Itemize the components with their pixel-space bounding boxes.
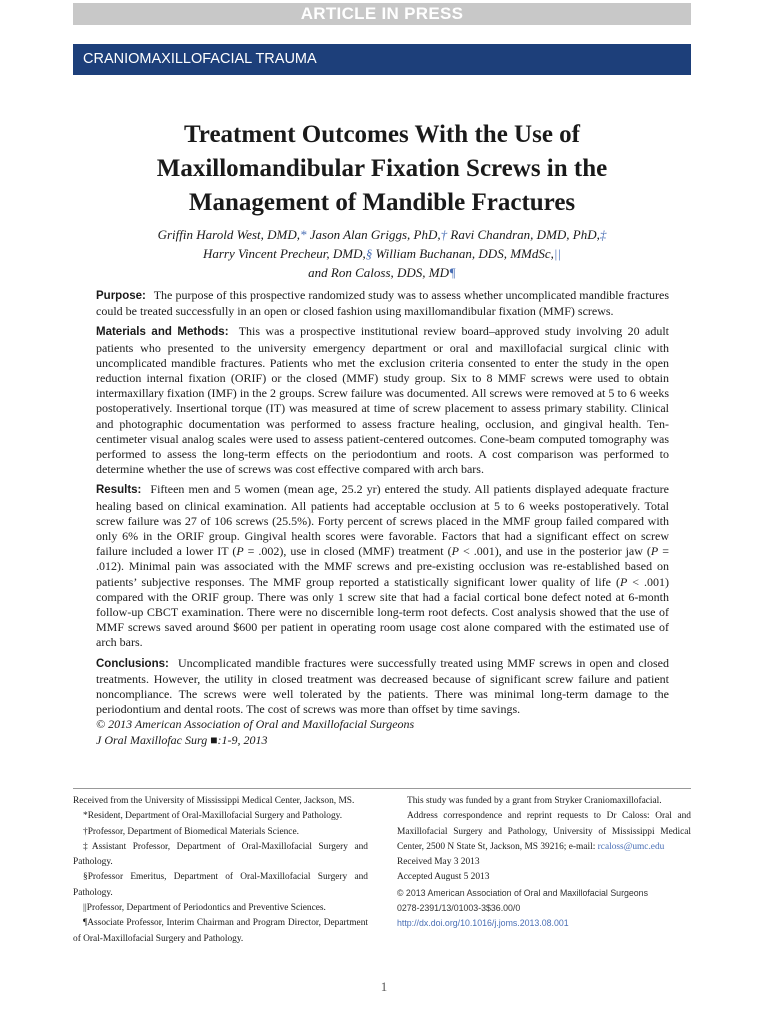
author-line-2 <box>73 244 691 263</box>
footnote-divider <box>73 788 691 789</box>
results-text: = .002), use in closed (MMF) treatment ( <box>243 544 452 559</box>
footnote-item: ‡Assistant Professor, Department of Oral-Maxillofacial Surgery and Pathology. <box>73 841 368 868</box>
footnotes-article-info <box>397 794 691 932</box>
author-name: Jason Alan Griggs, PhD, <box>309 227 441 242</box>
author-name: Griffin Harold West, DMD, <box>157 227 301 242</box>
footnote-item: †Professor, Department of Biomedical Materials Science. <box>83 826 299 837</box>
p-value-symbol: P <box>650 544 659 559</box>
author-affiliation-link[interactable]: ‡ <box>599 227 607 242</box>
issn-note: 0278-2391/13/01003-3$36.00/0 <box>397 903 521 914</box>
author-line-1 <box>73 225 691 244</box>
footnote-item: ¶Associate Professor, Interim Chairman and Program Director, Department of Oral-Maxillofacial Surgery and Pathology. <box>73 918 368 944</box>
author-name: Harry Vincent Precheur, DMD, <box>202 246 366 261</box>
conclusions-label: Conclusions: <box>96 657 169 670</box>
purpose-label: Purpose: <box>96 290 146 302</box>
results-text: < .001) compared with the ORIF group. There was only 1 screw site that had a facial cortical bone defect noted at 6-month follow-up CBCT examination. There were no discernible long-term root defects. Cost analysis showed that the use of MMF screws saved around $600 per patient in operating room usage cost alone compared with the estimated use of arch bars. <box>96 574 670 650</box>
title-line-3: Management of Mandible Fractures <box>188 189 576 216</box>
author-name: and Ron Caloss, DDS, MD <box>308 265 450 280</box>
footnote-item: ||Professor, Department of Periodontics and Preventive Sciences. <box>83 903 326 914</box>
author-list <box>73 225 691 282</box>
footnote-item: Received from the University of Mississippi Medical Center, Jackson, MS. <box>73 796 355 806</box>
conclusions-text: Uncomplicated mandible fractures were successfully treated using MMF screws in open and closed treatments. However, the utility in closed treatment was decreased because of significant screw failure and patient noncompliance. The screws were well tolerated by the patients. There was minimal long-term damage to the periodontium and dental roots. The cost of screws was more than offset by time savings. <box>96 655 670 717</box>
correspondence-note <box>397 809 691 855</box>
section-header: CRANIOMAXILLOFACIAL TRAUMA <box>73 44 691 75</box>
title-line-2: Maxillomandibular Fixation Screws in the <box>156 155 608 182</box>
p-value-symbol: P <box>236 544 244 559</box>
abstract-methods <box>96 324 669 477</box>
author-affiliation-link[interactable]: || <box>553 246 562 261</box>
results-text: < .001), and use in the posterior jaw ( <box>458 544 651 559</box>
abstract-results <box>96 482 669 650</box>
footnotes-affiliations <box>73 794 368 947</box>
article-title <box>73 118 691 220</box>
email-link[interactable]: rcaloss@umc.edu <box>597 841 665 852</box>
p-value-symbol: P <box>451 544 459 559</box>
received-date: Received May 3 2013 <box>397 857 480 868</box>
abstract <box>96 288 669 748</box>
author-affiliation-link[interactable]: † <box>440 227 448 242</box>
abstract-purpose <box>96 288 669 319</box>
author-name: William Buchanan, DDS, MMdSc, <box>375 246 554 261</box>
correspondence-text: Address correspondence and reprint requests to Dr Caloss: Oral and Maxillofacial Surgery and Pathology, University of Mississippi Medical Center, 2500 N State St, Jackson, MS 39216; e-mail: <box>397 811 691 852</box>
author-name: Ravi Chandran, DMD, PhD, <box>450 227 600 242</box>
funding-note: This study was funded by a grant from Stryker Craniomaxillofacial. <box>407 796 662 806</box>
footnote-item: *Resident, Department of Oral-Maxillofacial Surgery and Pathology. <box>83 811 343 822</box>
journal-citation: J Oral Maxillofac Surg ■:1-9, 2013 <box>96 732 268 747</box>
abstract-copyright: © 2013 American Association of Oral and Maxillofacial Surgeons <box>96 717 415 732</box>
results-text: Fifteen men and 5 women (mean age, 25.2 yr) entered the study. All patients displayed adequate fracture healing based on clinical examination. All patients had acceptable occlusion at 5 to 6 weeks postoperatively. Total screw failure was 27 of 106 screws (25.5%). Forty percent of screws placed in the MMF group failed compared with only 6% in the ORIF group. Gingival health scores were favorable. Factors that had a significant effect on screw failure included a lower IT ( <box>96 482 670 559</box>
author-affiliation-link[interactable]: ¶ <box>449 265 456 280</box>
abstract-conclusions <box>96 656 669 718</box>
methods-text: This was a prospective institutional review board–approved study involving 20 adult patients who presented to the university emergency department or oral and maxillofacial surgical clinic with uncomplicated mandible fractures. Patients who met the exclusion criteria consented to enter the study in the open reduction internal fixation (ORIF) or the closed (MMF) study group. Six to 8 MMF screws were used to obtain intermaxillary fixation (IMF) in the 2 groups. Screw failure was documented. All screws were removed at 5 to 6 weeks postoperatively. Insertional torque (IT) was measured at time of screw placement to assess primary stability. Clinical and photographic documentation was performed to assess fracture healing, occlusion, and gingival health. Ten-centimeter visual analog scales were used to assess patient-centered outcomes. Cone-beam computed tomography was performed to assess the long-term effects on the periodontium and roots. A cost comparison was performed to determine whether the use of screws was cost effective compared with arch bars. <box>96 324 669 477</box>
methods-label: Materials and Methods: <box>96 326 229 339</box>
author-line-3 <box>73 263 691 282</box>
accepted-date: Accepted August 5 2013 <box>397 872 490 883</box>
results-label: Results: <box>96 484 142 497</box>
purpose-text: The purpose of this prospective randomized study was to assess whether uncomplicated mandible fractures could be treated successfully in an open or closed fashion using maxillomandibular fixation (MMF) screws. <box>96 288 669 319</box>
footnote-item: §Professor Emeritus, Department of Oral-Maxillofacial Surgery and Pathology. <box>73 872 368 898</box>
article-in-press-banner: ARTICLE IN PRESS <box>73 3 691 25</box>
author-affiliation-link[interactable]: * <box>300 227 307 242</box>
p-value-symbol: P <box>619 574 628 589</box>
author-affiliation-link[interactable]: § <box>365 246 373 261</box>
page-number: 1 <box>380 979 388 994</box>
title-line-1: Treatment Outcomes With the Use of <box>183 121 580 148</box>
results-text: = .012). Minimal pain was associated with the MMF screws and pre-existing occlusion was re-established based on patients’ subjective responses. The MMF group reported a statistically significant lower quality of life ( <box>96 544 670 589</box>
doi-link[interactable]: http://dx.doi.org/10.1016/j.joms.2013.08.001 <box>397 918 569 929</box>
copyright-note: © 2013 American Association of Oral and Maxillofacial Surgeons <box>397 887 648 898</box>
